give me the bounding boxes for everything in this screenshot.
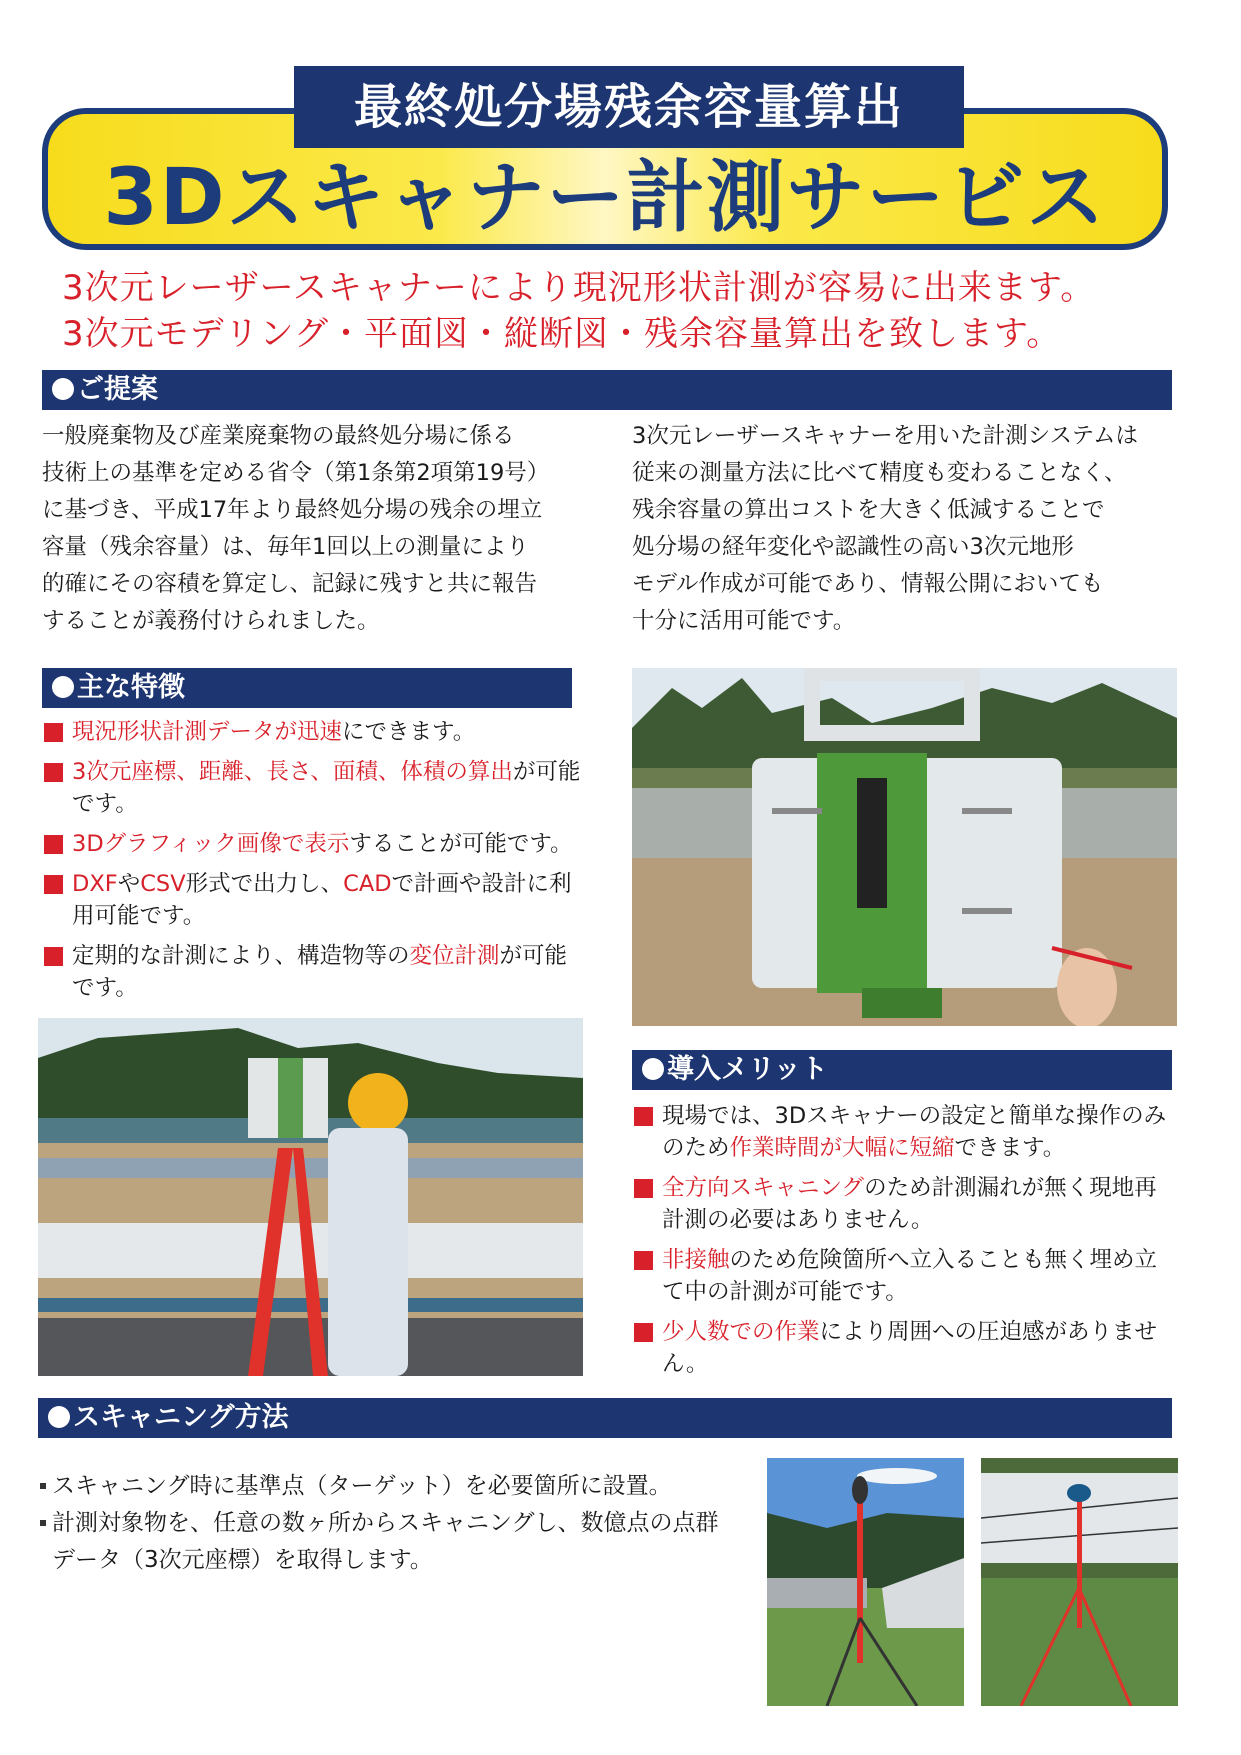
- section-heading-features: 主な特徴: [42, 668, 572, 708]
- feature-item: 3次元座標、距離、長さ、面積、体積の算出が可能です。: [42, 756, 582, 820]
- target-photo-1: [767, 1458, 964, 1706]
- page-title: 3Dスキャナー計測サービス: [103, 153, 1107, 243]
- bullet-circle-icon: [642, 1058, 664, 1080]
- merit-item: 現場では、3Dスキャナーの設定と簡単な操作のみのため作業時間が大幅に短縮できます。: [632, 1100, 1172, 1164]
- feature-item: 定期的な計測により、構造物等の変位計測が可能です。: [42, 940, 582, 1004]
- red-square-bullet-icon: [44, 723, 63, 742]
- subtitle: 最終処分場残余容量算出: [294, 66, 964, 148]
- red-square-bullet-icon: [44, 835, 63, 854]
- scanner-closeup-photo: [632, 668, 1177, 1026]
- section-heading-method: スキャニング方法: [38, 1398, 1172, 1438]
- red-square-bullet-icon: [44, 947, 63, 966]
- method-item: スキャニング時に基準点（ターゲット）を必要箇所に設置。: [38, 1468, 738, 1505]
- feature-item: DXFやCSV形式で出力し、CADで計画や設計に利用可能です。: [42, 868, 582, 932]
- section-heading-proposal: ご提案: [42, 370, 1172, 410]
- tagline-1: 3次元レーザースキャナーにより現況形状計測が容易に出来ます。: [62, 268, 1096, 308]
- red-square-bullet-icon: [44, 875, 63, 894]
- red-square-bullet-icon: [44, 763, 63, 782]
- tagline-2: 3次元モデリング・平面図・縦断図・残余容量算出を致します。: [62, 314, 1062, 354]
- method-item: 計測対象物を、任意の数ヶ所からスキャニングし、数億点の点群データ（3次元座標）を取得します。: [38, 1505, 738, 1579]
- merit-item: 非接触のため危険箇所へ立入ることも無く埋め立て中の計測が可能です。: [632, 1244, 1172, 1308]
- method-list: [38, 1468, 738, 1579]
- section-heading-merits: 導入メリット: [632, 1050, 1172, 1090]
- features-list: [42, 716, 582, 1012]
- bullet-circle-icon: [52, 676, 74, 698]
- red-square-bullet-icon: [634, 1323, 653, 1342]
- proposal-left-text: 一般廃棄物及び産業廃棄物の最終処分場に係る 技術上の基準を定める省令（第1条第2項第19号） に基づき、平成17年より最終処分場の残余の埋立 容量（残余容量）は、毎年1回以上の測量により 的確にその容積を算定し、記録に残すと共に報告 することが義務付けられました。: [42, 423, 550, 634]
- merit-item: 少人数での作業により周囲への圧迫感がありません。: [632, 1316, 1172, 1380]
- feature-item: 3Dグラフィック画像で表示することが可能です。: [42, 828, 582, 860]
- red-square-bullet-icon: [634, 1107, 653, 1126]
- bullet-circle-icon: [48, 1406, 70, 1428]
- red-square-bullet-icon: [634, 1179, 653, 1198]
- merits-list: [632, 1100, 1172, 1388]
- target-photo-2: [981, 1458, 1178, 1706]
- proposal-right-text: 3次元レーザースキャナーを用いた計測システムは 従来の測量方法に比べて精度も変わることなく、 残余容量の算出コストを大きく低減することで 処分場の経年変化や認識性の高い3次元地形 モデル作成が可能であり、情報公開においても 十分に活用可能です。: [632, 423, 1138, 634]
- bullet-circle-icon: [52, 378, 74, 400]
- feature-item: 現況形状計測データが迅速にできます。: [42, 716, 582, 748]
- merit-item: 全方向スキャニングのため計測漏れが無く現地再計測の必要はありません。: [632, 1172, 1172, 1236]
- worker-scanning-photo: [38, 1018, 583, 1376]
- red-square-bullet-icon: [634, 1251, 653, 1270]
